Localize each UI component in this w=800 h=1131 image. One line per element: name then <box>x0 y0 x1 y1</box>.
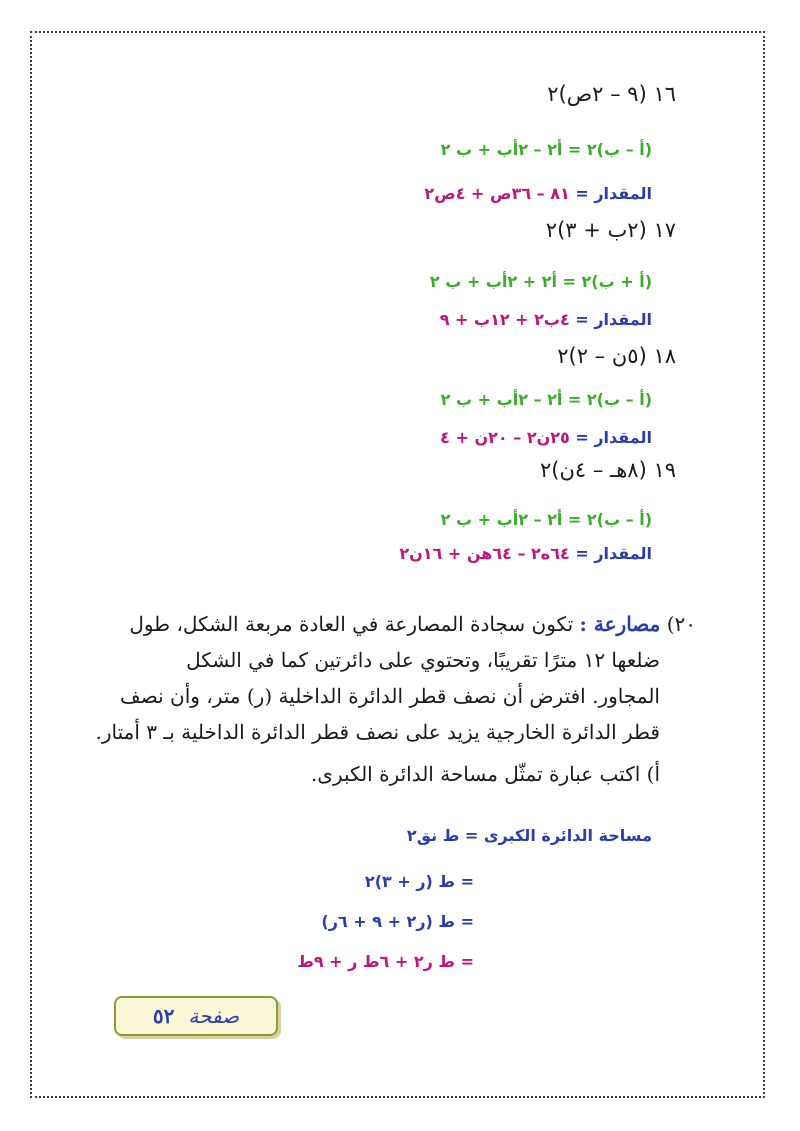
problem-20-line-2: ضلعها ١٢ مترًا تقريبًا، وتحتوي على دائرتين كما في الشكل <box>186 648 660 672</box>
problem-18-rule: (أ – ب)٢ = أ٢ – ٢أب + ب ٢ <box>440 390 652 409</box>
result-label: المقدار = <box>575 310 652 329</box>
result-value: ٢٥ن٢ – ٢٠ن + ٤ <box>440 428 570 447</box>
page-number: ٥٢ <box>152 1004 175 1028</box>
page-number-box <box>114 996 278 1036</box>
problem-20-line-4: قطر الدائرة الخارجية يزيد على نصف قطر الدائرة الداخلية بـ ٣ أمتار. <box>95 720 660 744</box>
problem-16-rule: (أ – ب)٢ = أ٢ – ٢أب + ب ٢ <box>440 140 652 159</box>
answer-step-3: = ط ر٢ + ٦ط ر + ٩ط <box>297 952 474 971</box>
problem-19-result <box>399 544 652 563</box>
problem-17-question: ١٧ (٢ب + ٣)٢ <box>545 218 676 242</box>
problem-19-question: ١٩ (٨هـ – ٤ن)٢ <box>540 458 676 482</box>
problem-20-part-a: أ) اكتب عبارة تمثّل مساحة الدائرة الكبرى. <box>310 762 660 786</box>
problem-17-result <box>440 310 652 329</box>
result-label: المقدار = <box>575 428 652 447</box>
result-value: ٦٤ه٢ – ٦٤هن + ١٦ن٢ <box>399 544 570 563</box>
answer-step-1: = ط (ر + ٣)٢ <box>364 872 474 891</box>
problem-20-line-3: المجاور. افترض أن نصف قطر الدائرة الداخلية (ر) متر، وأن نصف <box>120 684 660 708</box>
problem-20-title: مصارعة : <box>579 612 661 636</box>
problem-20-line-1 <box>129 606 696 642</box>
answer-header: مساحة الدائرة الكبرى = ط نق٢ <box>406 826 652 845</box>
answer-step-2: = ط (ر٢ + ٩ + ٦ر) <box>321 912 474 931</box>
problem-20-text: تكون سجادة المصارعة في العادة مربعة الشكل، طول <box>129 612 574 636</box>
problem-16-question: ١٦ (٩ – ٢ص)٢ <box>547 82 676 106</box>
result-label: المقدار = <box>575 544 652 563</box>
problem-17-rule: (أ + ب)٢ = أ٢ + ٢أب + ب ٢ <box>429 272 652 291</box>
page-label: صفحة <box>188 1004 240 1028</box>
problem-20-number: ٢٠) <box>666 612 696 636</box>
problem-19-rule: (أ – ب)٢ = أ٢ – ٢أب + ب ٢ <box>440 510 652 529</box>
problem-16-result <box>424 184 652 203</box>
problem-18-question: ١٨ (٥ن – ٢)٢ <box>557 344 676 368</box>
result-label: المقدار = <box>575 184 652 203</box>
result-value: ٨١ – ٣٦ص + ٤ص٢ <box>424 184 570 203</box>
result-value: ٤ب٢ + ١٢ب + ٩ <box>439 310 570 329</box>
page-frame <box>30 31 765 1098</box>
problem-18-result <box>440 428 652 447</box>
